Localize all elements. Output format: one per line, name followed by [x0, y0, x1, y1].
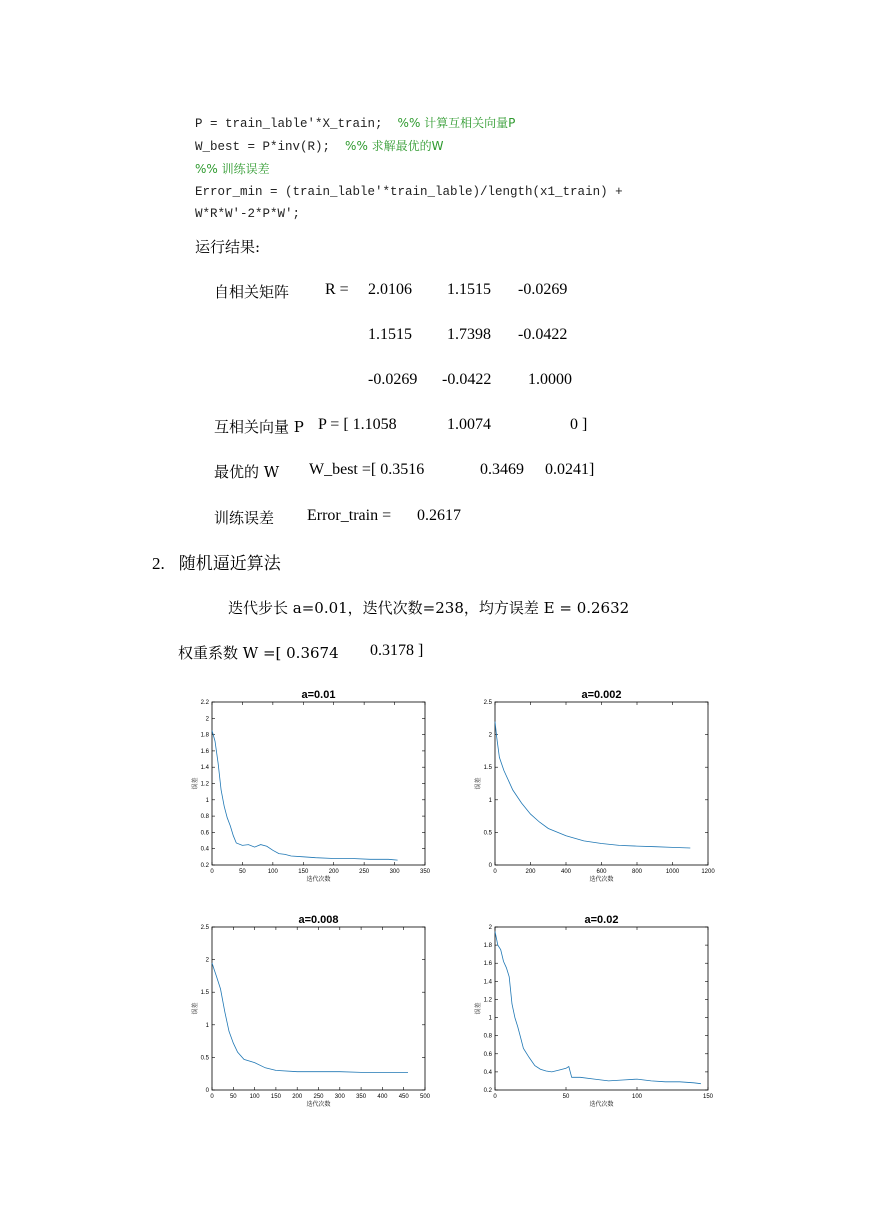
y-tick-label: 1.4 — [483, 979, 492, 986]
p-label: 互相关向量 P — [214, 418, 304, 436]
w-eq: W_best =[ 0.3516 — [309, 461, 425, 478]
chart-a001 — [180, 684, 440, 894]
x-tick-label: 1000 — [665, 869, 680, 875]
y-tick-label: 0.5 — [483, 830, 492, 837]
chart-svg — [463, 684, 723, 894]
y-tick-label: 2.5 — [200, 925, 209, 931]
y-tick-label: 2 — [488, 925, 492, 931]
y-tick-label: 0.2 — [200, 863, 209, 869]
e-eq: Error_train = — [307, 507, 392, 524]
y-tick-label: 0 — [488, 863, 492, 869]
chart-title: a=0.002 — [581, 689, 622, 701]
x-tick-label: 350 — [419, 869, 431, 875]
x-axis-label: 迭代次数 — [306, 1101, 331, 1108]
chart-svg — [180, 684, 440, 894]
y-tick-label: 1.6 — [483, 961, 492, 968]
x-tick-label: 400 — [560, 869, 572, 875]
p-value: 0 ] — [570, 416, 588, 433]
code-line-5: W*R*W'-2*P*W'; — [195, 207, 301, 221]
x-tick-label: 100 — [267, 869, 278, 875]
y-tick-label: 0.5 — [200, 1055, 209, 1062]
x-tick-label: 1200 — [701, 869, 715, 875]
y-tick-label: 1 — [205, 797, 209, 804]
chart-a002 — [463, 909, 723, 1119]
x-tick-label: 100 — [631, 1094, 643, 1100]
w-value: 0.0241] — [545, 461, 595, 478]
x-tick-label: 300 — [389, 869, 400, 875]
y-tick-label: 1.8 — [200, 732, 209, 739]
y-tick-label: 1.5 — [483, 765, 492, 772]
x-tick-label: 50 — [229, 1094, 237, 1100]
x-axis-label: 迭代次数 — [589, 1101, 614, 1108]
x-tick-label: 800 — [631, 869, 643, 875]
plot-frame — [495, 927, 708, 1090]
x-tick-label: 250 — [359, 869, 370, 875]
x-axis-label: 迭代次数 — [306, 876, 331, 883]
y-tick-label: 0.8 — [200, 814, 209, 821]
code-comment-3: %% 训练误差 — [195, 162, 270, 176]
x-tick-label: 500 — [419, 1094, 431, 1100]
y-tick-label: 2.5 — [483, 700, 492, 706]
plot-frame — [212, 927, 425, 1090]
sa-weights-label: 权重系数 W =[ 0.3674 — [178, 644, 339, 662]
y-tick-label: 1.2 — [483, 997, 492, 1004]
x-tick-label: 200 — [328, 869, 339, 875]
x-tick-label: 0 — [210, 869, 214, 875]
y-tick-label: 1.2 — [200, 781, 209, 788]
p-value: 1.0074 — [447, 416, 491, 433]
w-label: 最优的 W — [214, 463, 280, 481]
y-tick-label: 1.6 — [200, 748, 209, 755]
r-cell: 1.0000 — [528, 371, 572, 388]
code-line-2: W_best = P*inv(R); — [195, 140, 331, 154]
y-tick-label: 2 — [488, 732, 492, 739]
chart-svg — [463, 909, 723, 1119]
sa-params-line: 迭代步长 a=0.01，迭代次数=238，均方误差 E = 0.2632 — [228, 599, 630, 617]
r-cell: 1.1515 — [447, 281, 491, 298]
x-tick-label: 0 — [210, 1094, 214, 1100]
y-axis-label: 误差 — [192, 777, 199, 790]
x-tick-label: 600 — [596, 869, 607, 875]
y-tick-label: 0.8 — [483, 1033, 492, 1040]
x-axis-label: 迭代次数 — [589, 876, 614, 883]
x-tick-label: 100 — [249, 1094, 260, 1100]
x-tick-label: 250 — [313, 1094, 324, 1100]
code-comment-1: %% 计算互相关向量P — [397, 116, 516, 130]
x-tick-label: 450 — [398, 1094, 409, 1100]
y-tick-label: 0.2 — [483, 1088, 492, 1094]
r-cell: -0.0422 — [518, 326, 568, 343]
r-cell: 1.1515 — [368, 326, 412, 343]
code-line-1: P = train_lable'*X_train; — [195, 117, 383, 131]
y-axis-label: 误差 — [192, 1002, 199, 1015]
x-tick-label: 300 — [334, 1094, 345, 1100]
r-cell: 1.7398 — [447, 326, 491, 343]
results-label: 运行结果: — [195, 238, 261, 256]
x-tick-label: 400 — [377, 1094, 388, 1100]
y-tick-label: 1.8 — [483, 943, 492, 950]
y-tick-label: 1.4 — [200, 765, 209, 772]
y-tick-label: 0.4 — [200, 846, 209, 853]
chart-title: a=0.01 — [301, 689, 336, 701]
y-tick-label: 2 — [205, 716, 209, 723]
r-cell: -0.0269 — [368, 371, 418, 388]
p-eq: P = [ 1.1058 — [318, 416, 397, 433]
x-tick-label: 200 — [292, 1094, 303, 1100]
section-title: 随机逼近算法 — [178, 554, 281, 574]
x-tick-label: 150 — [298, 869, 309, 875]
y-tick-label: 0 — [205, 1088, 209, 1094]
e-value: 0.2617 — [417, 507, 461, 524]
r-cell: -0.0269 — [518, 281, 568, 298]
code-line-4: Error_min = (train_lable'*train_lable)/length(x1_train) + — [195, 185, 623, 199]
x-tick-label: 350 — [356, 1094, 367, 1100]
r-cell: 2.0106 — [368, 281, 412, 298]
r-eq: R = — [325, 281, 349, 298]
y-tick-label: 1 — [488, 797, 492, 804]
chart-title: a=0.02 — [584, 914, 619, 926]
e-label: 训练误差 — [214, 509, 275, 527]
sa-weights-value: 0.3178 ] — [370, 642, 424, 659]
x-tick-label: 150 — [702, 1094, 714, 1100]
r-label: 自相关矩阵 — [214, 283, 290, 301]
chart-svg — [180, 909, 440, 1119]
section-number: 2. — [152, 554, 165, 573]
y-tick-label: 0.6 — [483, 1051, 492, 1058]
y-axis-label: 误差 — [475, 777, 482, 790]
x-tick-label: 150 — [270, 1094, 281, 1100]
plot-frame — [495, 702, 708, 865]
chart-a0002 — [463, 684, 723, 894]
y-tick-label: 2 — [205, 957, 209, 964]
y-tick-label: 1.5 — [200, 990, 209, 997]
chart-a0008 — [180, 909, 440, 1119]
x-tick-label: 50 — [562, 1094, 570, 1100]
y-axis-label: 误差 — [475, 1002, 482, 1015]
section-heading — [152, 549, 281, 574]
x-tick-label: 50 — [239, 869, 246, 875]
y-tick-label: 0.4 — [483, 1069, 492, 1076]
code-comment-2: %% 求解最优的W — [345, 139, 444, 153]
x-tick-label: 200 — [525, 869, 536, 875]
y-tick-label: 1 — [488, 1015, 492, 1022]
code-block — [195, 112, 623, 225]
r-cell: -0.0422 — [442, 371, 492, 388]
w-value: 0.3469 — [480, 461, 524, 478]
x-tick-label: 0 — [493, 869, 497, 875]
plot-frame — [212, 702, 425, 865]
x-tick-label: 0 — [493, 1094, 497, 1100]
chart-title: a=0.008 — [298, 914, 339, 926]
y-tick-label: 2.2 — [200, 700, 209, 706]
y-tick-label: 0.6 — [200, 830, 209, 837]
y-tick-label: 1 — [205, 1022, 209, 1029]
